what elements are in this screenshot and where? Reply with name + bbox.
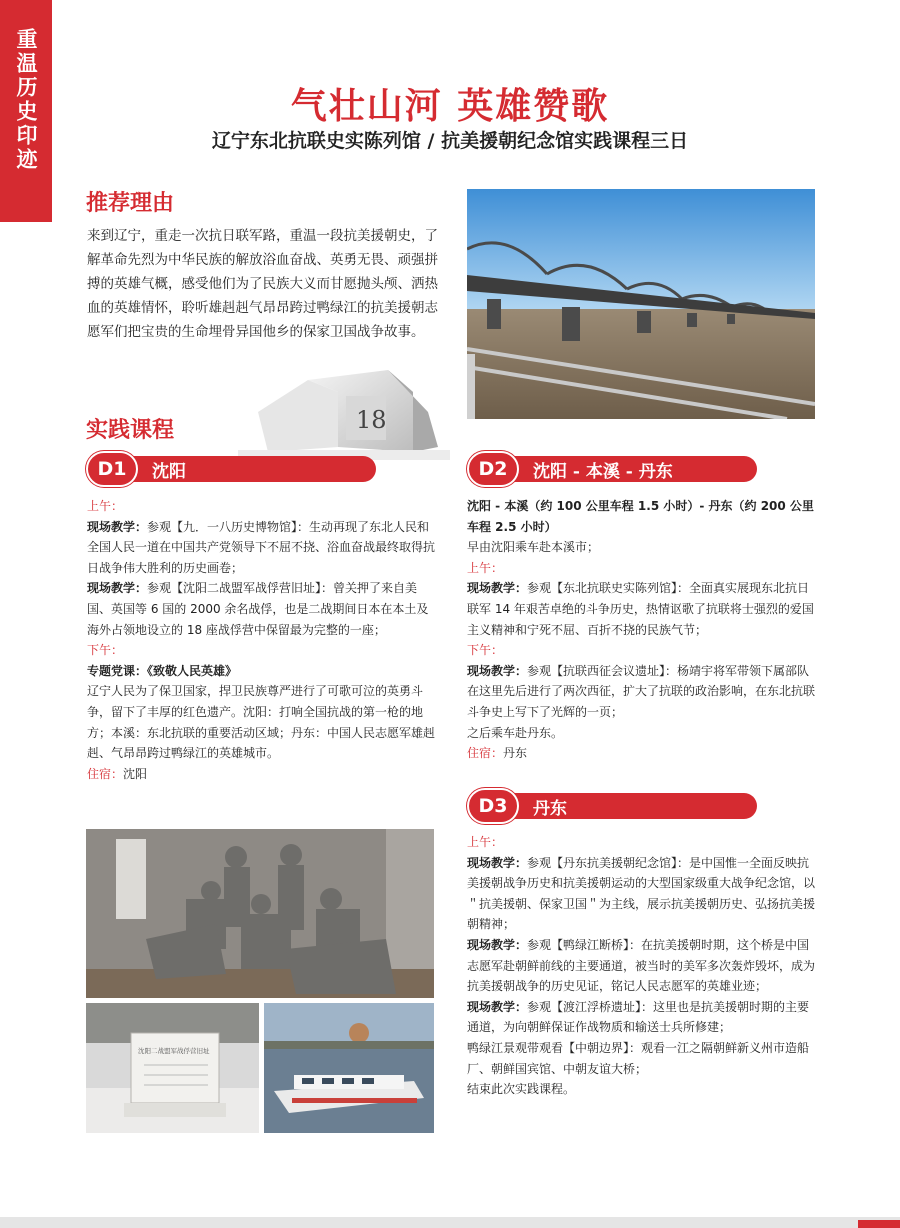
stele-caption: 沈阳二战盟军战俘营旧址 bbox=[138, 1047, 210, 1055]
day2-stay-label: 住宿： bbox=[467, 746, 504, 761]
courses-heading: 实践课程 bbox=[86, 417, 175, 443]
day1-banner bbox=[86, 451, 376, 487]
day1-afternoon-label: 下午： bbox=[87, 643, 124, 658]
day3-line5-text: 结束此次实践课程。 bbox=[467, 1082, 576, 1097]
day3-line4-text: 鸭绿江景观带观看【中朝边界】：观看一江之隔朝鲜新义州市造船厂、朝鲜国宾馆、中朝友谊大桥； bbox=[467, 1040, 810, 1076]
day2-stay-text: 丹东 bbox=[503, 746, 528, 761]
day1-line2-label: 现场教学： bbox=[87, 581, 148, 596]
day1-title: 沈阳 bbox=[152, 462, 186, 482]
day3-content bbox=[467, 832, 817, 1100]
day1-morning-label: 上午： bbox=[87, 499, 124, 513]
day2-banner bbox=[467, 451, 757, 487]
day3-badge: D3 bbox=[467, 788, 519, 824]
day3-line2-text: 参观【鸭绿江断桥】：在抗美援朝时期，这个桥是中国志愿军赴朝鲜前线的主要通道，被当时的美军多次轰炸毁坏，成为抗美援朝战争的历史见证，铭记人民志愿军的英雄业迹； bbox=[467, 937, 816, 994]
day2-title: 沈阳 - 本溪 - 丹东 bbox=[533, 462, 673, 482]
side-tab-label: 重温历史印迹 bbox=[14, 28, 39, 172]
day3-banner-bar bbox=[485, 793, 757, 819]
bottom-rule bbox=[0, 1217, 900, 1228]
day3-banner bbox=[467, 788, 757, 824]
day2-line5-text: 参观【抗联西征会议遗址】：杨靖宇将军带领下属部队在这里先后进行了两次西征，扩大了抗联的政治影响，在东北抗联斗争史上写下了光辉的一页； bbox=[467, 663, 816, 719]
day3-line3-label: 现场教学： bbox=[467, 999, 528, 1014]
day2-route: 沈阳 - 本溪（约 100 公里车程 1.5 小时）- 丹东（约 200 公里车程 2.5 小时） bbox=[467, 499, 814, 534]
page-subtitle: 辽宁东北抗联史实陈列馆 / 抗美援朝纪念馆实践课程三日 bbox=[211, 130, 689, 152]
day1-line1-text: 参观【九．一八历史博物馆】：生动再现了东北人民和全国人民一道在中国共产党领导下不屈不挠、浴血奋战最终取得抗日战争伟大胜利的历史画卷； bbox=[87, 519, 436, 575]
monument-numeral: 18 bbox=[356, 406, 387, 434]
day1-banner-bar bbox=[104, 456, 376, 482]
day2-content bbox=[467, 496, 817, 764]
day3-line1-label: 现场教学： bbox=[467, 855, 528, 870]
day2-line1-text: 早由沈阳乘车赴本溪市； bbox=[467, 540, 600, 555]
day1-line4-text: 《致敬人民英雄》 bbox=[147, 663, 238, 678]
day3-line2-label: 现场教学： bbox=[467, 937, 528, 952]
day2-badge: D2 bbox=[467, 451, 519, 487]
day2-line6-text: 之后乘车赴丹东。 bbox=[467, 725, 564, 740]
day1-line5-text: 辽宁人民为了保卫国家，捍卫民族尊严进行了可歌可泣的英勇斗争，留下了丰厚的红色遗产。沈阳：打响全国抗战的第一枪的地方；本溪：东北抗联的重要活动区域；丹东：中国人民志愿军雄赳赳、气昂昂跨过鸭绿江的英雄城市。 bbox=[87, 684, 436, 761]
recommend-body: 来到辽宁，重走一次抗日联军路，重温一段抗美援朝史，了解革命先烈为中华民族的解放浴血奋战、英勇无畏、顽强拼搏的英雄气概，感受他们为了民族大义而甘愿抛头颅、洒热血的英雄情怀，聆听雄赳赳气昂昂跨过鸭绿江的抗美援朝志愿军们把宝贵的生命埋骨异国他乡的保家卫国战争故事。 bbox=[87, 228, 438, 340]
stele-photo bbox=[86, 1003, 259, 1133]
day2-morning-label: 上午： bbox=[467, 560, 504, 575]
boat-photo bbox=[264, 1003, 434, 1133]
day2-line3-label: 现场教学： bbox=[467, 581, 528, 596]
day3-morning-label: 上午： bbox=[467, 835, 504, 849]
day1-content bbox=[87, 496, 435, 784]
day1-line1-label: 现场教学： bbox=[87, 519, 148, 534]
page-title: 气壮山河 英雄赞歌 bbox=[290, 85, 610, 127]
bottom-accent bbox=[858, 1220, 900, 1228]
day2-afternoon-label: 下午： bbox=[467, 643, 504, 658]
day3-line1-text: 参观【丹东抗美援朝纪念馆】：是中国惟一全面反映抗美援朝战争历史和抗美援朝运动的大型国家级重大战争纪念馆，以＂抗美援朝、保家卫国＂为主线，展示抗美援朝历史、弘扬抗美援朝精神； bbox=[467, 855, 816, 932]
day3-line3-text: 参观【渡江浮桥遗址】：这里也是抗美援朝时期的主要通道，为向朝鲜保证作战物质和输送士兵所修建； bbox=[467, 999, 810, 1035]
day1-line2-text: 参观【沈阳二战盟军战俘营旧址】：曾关押了来自美国、英国等 6 国的 2000 余名战俘，也是二战期间日本在本土及海外占领地设立的 18 座战俘营中保留最为完整的一座； bbox=[87, 581, 429, 637]
recommend-heading: 推荐理由 bbox=[86, 190, 175, 216]
monument-image bbox=[238, 352, 450, 460]
sculpture-photo bbox=[86, 829, 434, 998]
day1-line4-label: 专题党课： bbox=[87, 663, 148, 678]
day3-title: 丹东 bbox=[533, 799, 567, 819]
day1-badge: D1 bbox=[86, 451, 138, 487]
day2-line3-text: 参观【东北抗联史实陈列馆】：全面真实展现东北抗日联军 14 年艰苦卓绝的斗争历史，热情讴歌了抗联将士强烈的爱国主义精神和宁死不屈、百折不挠的民族气节； bbox=[467, 581, 814, 637]
day1-stay-text: 沈阳 bbox=[123, 766, 148, 781]
day1-stay-label: 住宿： bbox=[87, 766, 124, 781]
bridge-photo bbox=[467, 189, 815, 419]
day2-line5-label: 现场教学： bbox=[467, 663, 528, 678]
